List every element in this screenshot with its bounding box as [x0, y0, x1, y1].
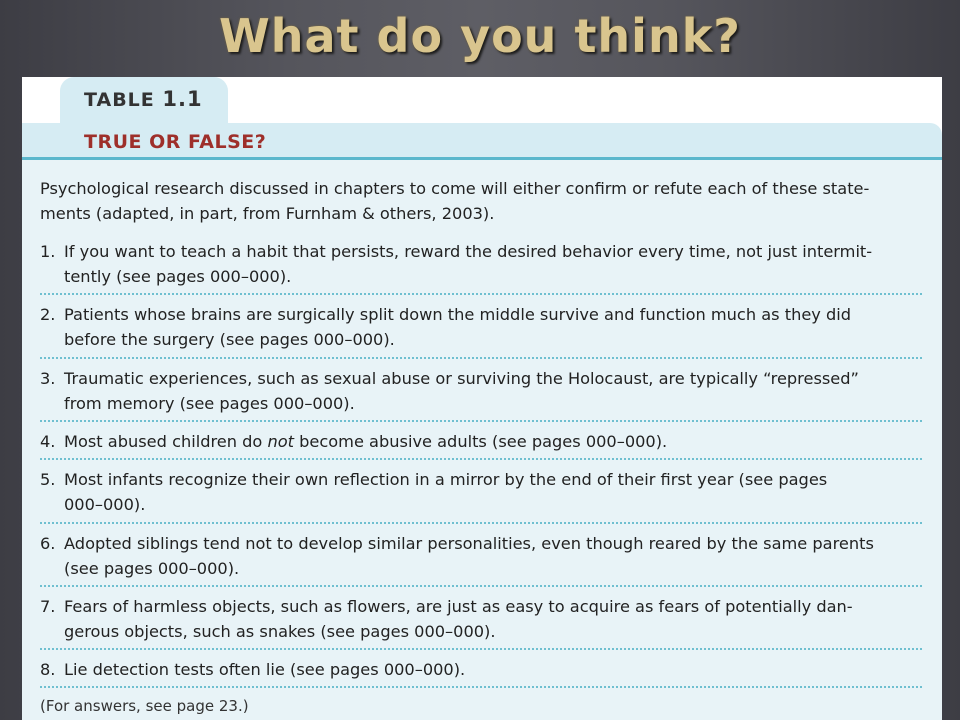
table-body: [22, 160, 942, 720]
statement-number: 2.: [40, 305, 56, 324]
table-heading: TRUE OR FALSE?: [84, 131, 267, 153]
statement-text: Most infants recognize their own reflection in a mirror by the end of their first year (see pages: [64, 470, 828, 489]
intro-line-1: Psychological research discussed in chapters to come will either confirm or refute each of these state-: [40, 179, 870, 198]
dotted-divider: [40, 585, 922, 587]
intro-line-2: ments (adapted, in part, from Furnham & others, 2003).: [40, 204, 495, 223]
table-intro: [40, 176, 930, 226]
answers-note: (For answers, see page 23.): [40, 697, 249, 715]
table-label-word: TABLE: [84, 89, 155, 111]
statement-text-cont: gerous objects, such as snakes (see pages 000–000).: [64, 622, 496, 641]
statement-7: [40, 594, 930, 644]
statement-3: [40, 366, 930, 416]
statement-text-cont: tently (see pages 000–000).: [64, 267, 292, 286]
statement-8: [40, 657, 930, 682]
dotted-divider: [40, 420, 922, 422]
statement-number: 5.: [40, 470, 56, 489]
dotted-divider: [40, 686, 922, 688]
dotted-divider: [40, 522, 922, 524]
statement-2: [40, 302, 930, 352]
slide-title: What do you think?: [219, 9, 741, 63]
dotted-divider: [40, 357, 922, 359]
table-label-number: 1.1: [162, 87, 203, 111]
statement-number: 1.: [40, 242, 56, 261]
statement-5: [40, 467, 930, 517]
statement-number: 8.: [40, 660, 56, 679]
statement-text-cont: before the surgery (see pages 000–000).: [64, 330, 395, 349]
statement-text-post: become abusive adults (see pages 000–000).: [294, 432, 668, 451]
statement-text: If you want to teach a habit that persists, reward the desired behavior every time, not just intermit-: [64, 242, 873, 261]
dotted-divider: [40, 648, 922, 650]
statement-number: 6.: [40, 534, 56, 553]
table-header: [22, 77, 942, 159]
statement-4: [40, 429, 930, 454]
statement-number: 3.: [40, 369, 56, 388]
statement-text-cont: (see pages 000–000).: [64, 559, 240, 578]
statement-text: Adopted siblings tend not to develop similar personalities, even though reared by the same parents: [64, 534, 874, 553]
statement-text-emphasis: not: [267, 432, 294, 451]
dotted-divider: [40, 293, 922, 295]
statement-1: [40, 239, 930, 289]
statement-text: Lie detection tests often lie (see pages 000–000).: [64, 660, 466, 679]
statement-number: 4.: [40, 432, 56, 451]
statement-text: Fears of harmless objects, such as flowers, are just as easy to acquire as fears of potentially dan-: [64, 597, 853, 616]
table-label: [84, 87, 203, 111]
statement-text: Patients whose brains are surgically split down the middle survive and function much as they did: [64, 305, 852, 324]
table-image: [22, 77, 942, 720]
statement-text: Traumatic experiences, such as sexual abuse or surviving the Holocaust, are typically “repressed”: [64, 369, 859, 388]
statement-text-cont: 000–000).: [64, 495, 146, 514]
statement-number: 7.: [40, 597, 56, 616]
dotted-divider: [40, 458, 922, 460]
statement-text-cont: from memory (see pages 000–000).: [64, 394, 355, 413]
statement-text-pre: Most abused children do: [64, 432, 268, 451]
statement-6: [40, 531, 930, 581]
